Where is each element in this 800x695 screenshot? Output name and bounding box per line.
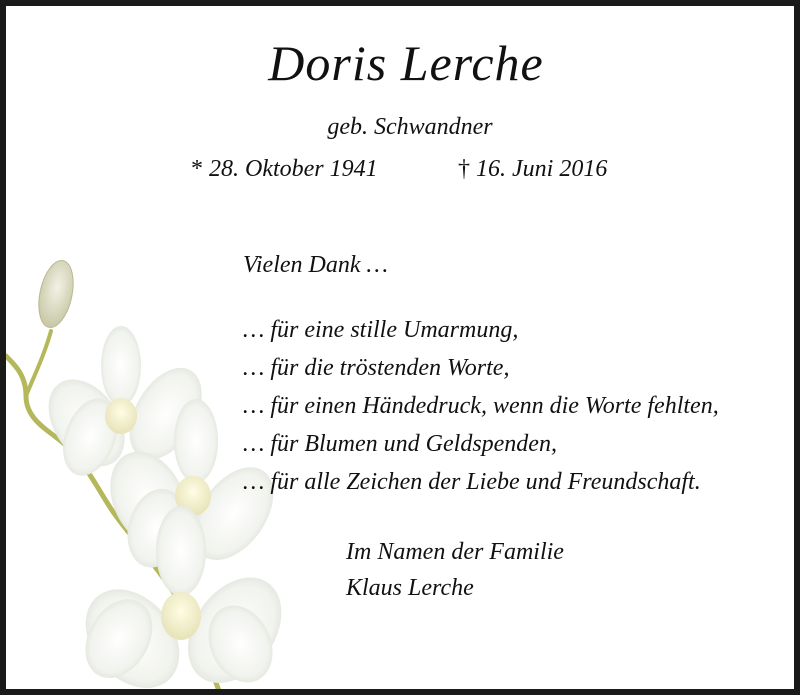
message-line: … für eine stille Umarmung, <box>243 317 519 343</box>
birth-date-text: 28. Oktober 1941 <box>209 156 378 182</box>
message-line: … für alle Zeichen der Liebe und Freundschaft. <box>243 469 701 495</box>
signature-block <box>346 534 564 606</box>
signature-line-1: Im Namen der Familie <box>346 539 564 565</box>
message-opening: Vielen Dank … <box>243 252 388 278</box>
cross-icon: † <box>458 156 470 182</box>
birth-name: geb. Schwandner <box>327 114 493 140</box>
thank-you-message <box>243 246 719 501</box>
birth-symbol: * <box>191 156 203 182</box>
signature-line-2: Klaus Lerche <box>346 575 474 601</box>
death-date-text: 16. Juni 2016 <box>476 156 608 182</box>
message-line: … für einen Händedruck, wenn die Worte fehlten, <box>243 393 719 419</box>
birth-date <box>191 156 378 183</box>
deceased-name: Doris Lerche <box>268 35 544 91</box>
message-line: … für Blumen und Geldspenden, <box>243 431 557 457</box>
message-line: … für die tröstenden Worte, <box>243 355 510 381</box>
death-date <box>458 156 607 183</box>
